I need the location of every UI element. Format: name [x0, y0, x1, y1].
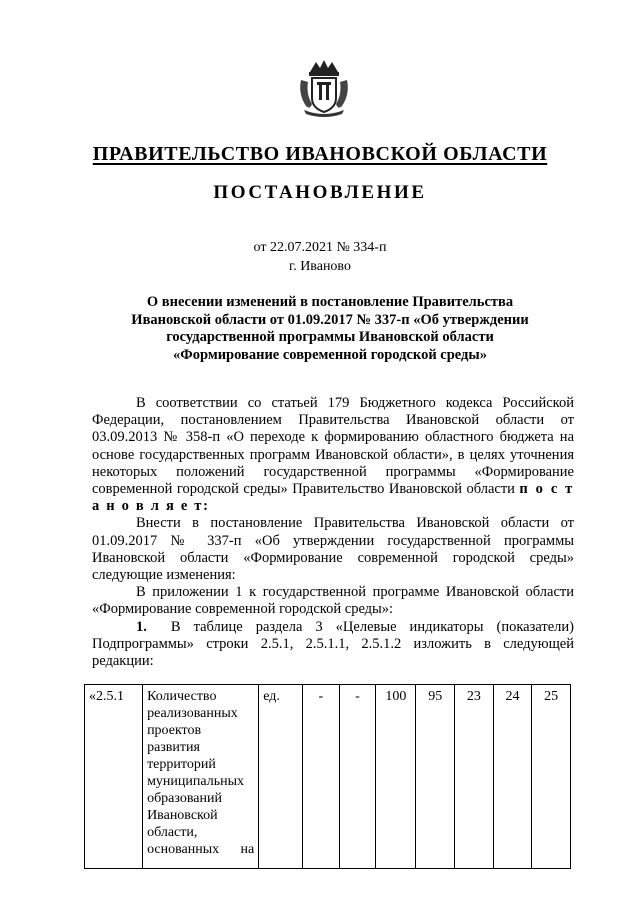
subject-line: Ивановской области от 01.09.2017 № 337-п «Об утверждении	[131, 311, 529, 328]
cell-value: -	[339, 685, 376, 869]
preamble-text: В соответствии со статьей 179 Бюджетного кодекса Российской Федерации, постановлением Правительства Ивановской области от 03.09.2013 № 358-п «О переходе к формированию областного бюджета на основе государственных программ Ивановской области», в целях уточнения некоторых положений государственной программы «Формирование современной городской среды» Правительство Ивановской области	[92, 395, 574, 498]
subject-line: государственной программы Ивановской области	[166, 329, 494, 345]
cell-value: 100	[376, 685, 416, 869]
indicator-name-last-line: основанных на	[147, 842, 255, 857]
city: г. Иваново	[289, 259, 351, 274]
cell-unit: ед.	[259, 685, 303, 869]
cell-value: 95	[416, 685, 455, 869]
cell-value: 24	[493, 685, 532, 869]
subject-line: «Формирование современной городской среды»	[173, 346, 487, 363]
paragraph-amend: Внести в постановление Правительства Ивановской области от 01.09.2017 № 337-п «Об утверждении государственной программы Ивановской области «Формирование современной городской среды» следующие изменения:	[92, 515, 574, 584]
cell-indicator-name	[143, 685, 259, 869]
table-row	[85, 685, 571, 869]
item-number: 1.	[136, 618, 147, 635]
date-number: от 22.07.2021 № 334-п	[253, 240, 387, 255]
subject-line: О внесении изменений в постановление Правительства	[146, 294, 514, 310]
document-type: ПОСТАНОВЛЕНИЕ	[213, 182, 427, 203]
government-title-text: ПРАВИТЕЛЬСТВО ИВАНОВСКОЙ ОБЛАСТИ	[92, 143, 548, 165]
paragraph-preamble	[92, 395, 574, 515]
indicator-name-text: Количество реализованных проектов развития территорий муниципальных образований Ивановской области,	[147, 689, 244, 840]
item-text: В таблице раздела 3 «Целевые индикаторы (показатели) Подпрограммы» строки 2.5.1, 2.5.1.1, 2.5.1.2 изложить в следующей редакции:	[92, 618, 574, 670]
cell-value: -	[303, 685, 340, 869]
cell-value: 25	[532, 685, 571, 869]
paragraph-item-1	[92, 619, 574, 671]
cell-number: «2.5.1	[85, 685, 143, 869]
government-title	[0, 143, 640, 166]
cell-value: 23	[455, 685, 494, 869]
document-subject	[100, 294, 560, 364]
document-body	[92, 395, 574, 670]
paragraph-appendix: В приложении 1 к государственной программе Ивановской области «Формирование современной городской среды»:	[92, 584, 574, 618]
coat-of-arms-emblem	[296, 58, 352, 118]
resolves-word: п о с т а н о в л я е т:	[92, 481, 574, 515]
indicators-table	[84, 684, 571, 869]
